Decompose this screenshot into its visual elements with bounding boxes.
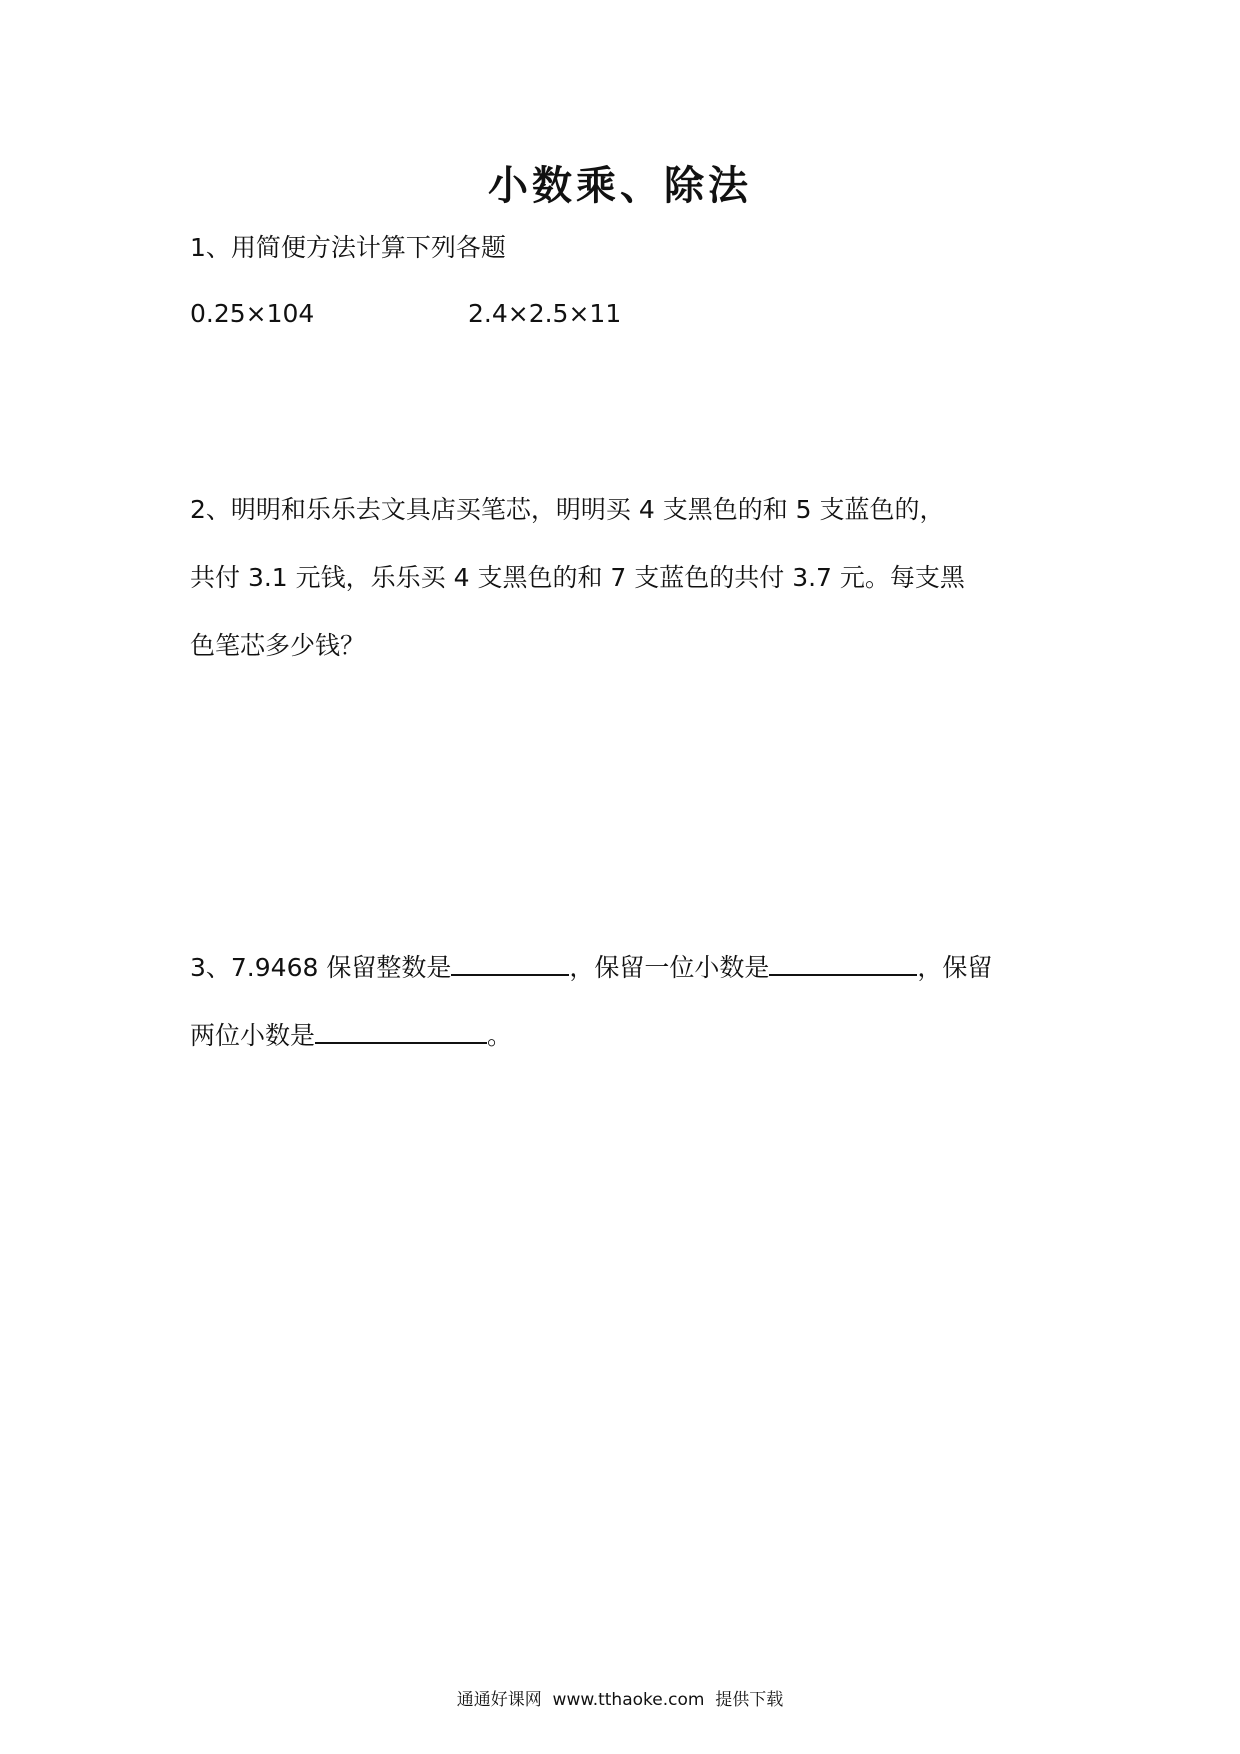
answer-blank-one-decimal[interactable] bbox=[769, 948, 917, 976]
question-3-line-2 bbox=[190, 1016, 512, 1054]
question-2-line-3: 色笔芯多少钱？ bbox=[190, 631, 366, 660]
question-3-line-1 bbox=[190, 948, 992, 986]
answer-blank-integer[interactable] bbox=[451, 948, 569, 976]
question-2-line-1: 2、明明和乐乐去文具店买笔芯，明明买 4 支黑色的和 5 支蓝色的， bbox=[190, 495, 945, 524]
question-3-text-2: ，保留一位小数是 bbox=[569, 953, 770, 982]
footer-source: 通通好课网 www.tthaoke.com 提供下载 bbox=[456, 1690, 784, 1710]
question-1-expression-b: 2.4×2.5×11 bbox=[468, 299, 622, 328]
question-2-line-2: 共付 3.1 元钱，乐乐买 4 支黑色的和 7 支蓝色的共付 3.7 元。每支黑 bbox=[190, 563, 965, 592]
question-1-expression-a: 0.25×104 bbox=[190, 299, 315, 328]
question-3-text-1: 3、7.9468 保留整数是 bbox=[190, 953, 452, 982]
page-title: 小数乘、除法 bbox=[488, 162, 752, 209]
answer-blank-two-decimals[interactable] bbox=[315, 1016, 487, 1044]
question-1-prompt: 1、用简便方法计算下列各题 bbox=[190, 233, 506, 262]
question-3-text-4: 两位小数是 bbox=[190, 1021, 316, 1050]
question-3-text-3: ，保留 bbox=[917, 953, 993, 982]
question-3-text-5: 。 bbox=[487, 1021, 513, 1050]
